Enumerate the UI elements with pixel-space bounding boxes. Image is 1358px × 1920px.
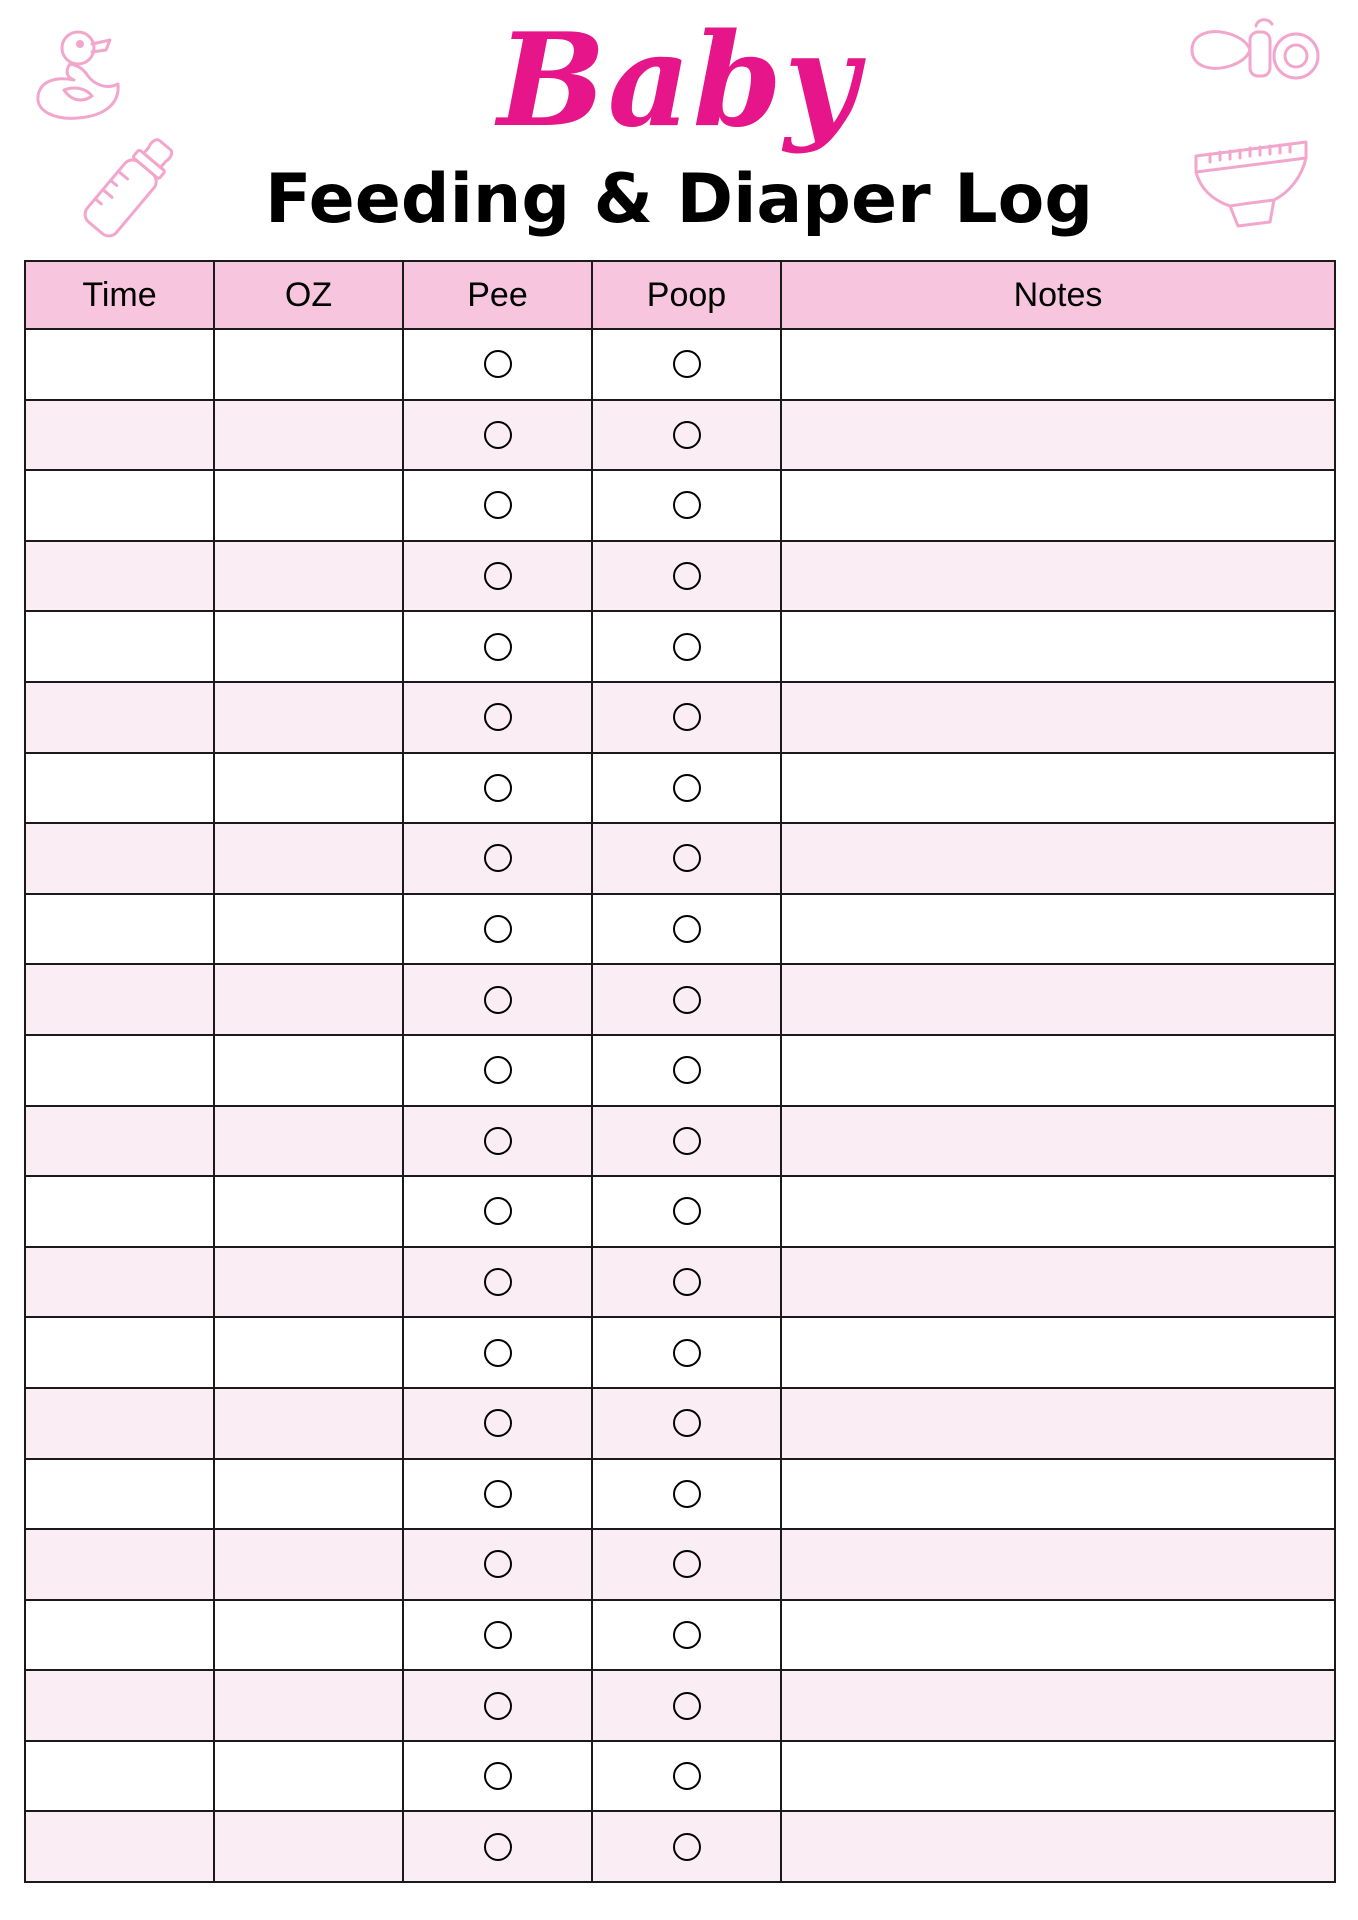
pee-cell bbox=[403, 1247, 592, 1318]
table-row bbox=[25, 1388, 1335, 1459]
pee-checkbox[interactable] bbox=[484, 774, 512, 802]
oz-cell[interactable] bbox=[214, 1176, 403, 1247]
poop-cell bbox=[592, 329, 781, 400]
notes-cell[interactable] bbox=[781, 682, 1335, 753]
table-row bbox=[25, 1529, 1335, 1600]
table-row bbox=[25, 964, 1335, 1035]
oz-cell[interactable] bbox=[214, 1317, 403, 1388]
notes-cell[interactable] bbox=[781, 823, 1335, 894]
poop-checkbox[interactable] bbox=[673, 1550, 701, 1578]
time-cell[interactable] bbox=[25, 611, 214, 682]
column-header-oz: OZ bbox=[214, 261, 403, 329]
pee-cell bbox=[403, 400, 592, 471]
log-table bbox=[24, 260, 1336, 1883]
notes-cell[interactable] bbox=[781, 1670, 1335, 1741]
poop-checkbox[interactable] bbox=[673, 491, 701, 519]
table-row bbox=[25, 611, 1335, 682]
pee-cell bbox=[403, 329, 592, 400]
poop-checkbox[interactable] bbox=[673, 562, 701, 590]
notes-cell[interactable] bbox=[781, 400, 1335, 471]
table-row bbox=[25, 1670, 1335, 1741]
time-cell[interactable] bbox=[25, 1670, 214, 1741]
poop-cell bbox=[592, 1670, 781, 1741]
pee-checkbox[interactable] bbox=[484, 350, 512, 378]
oz-cell[interactable] bbox=[214, 1035, 403, 1106]
pee-cell bbox=[403, 541, 592, 612]
title-script: Baby bbox=[497, 6, 861, 156]
oz-cell[interactable] bbox=[214, 964, 403, 1035]
poop-checkbox[interactable] bbox=[673, 1762, 701, 1790]
pee-cell bbox=[403, 1459, 592, 1530]
notes-cell[interactable] bbox=[781, 541, 1335, 612]
oz-cell[interactable] bbox=[214, 1459, 403, 1530]
time-cell[interactable] bbox=[25, 894, 214, 965]
pee-cell bbox=[403, 682, 592, 753]
oz-cell[interactable] bbox=[214, 823, 403, 894]
notes-cell[interactable] bbox=[781, 1811, 1335, 1882]
table-row bbox=[25, 1600, 1335, 1671]
poop-checkbox[interactable] bbox=[673, 915, 701, 943]
table-row bbox=[25, 1106, 1335, 1177]
pee-cell bbox=[403, 753, 592, 824]
pee-cell bbox=[403, 1106, 592, 1177]
time-cell[interactable] bbox=[25, 1247, 214, 1318]
notes-cell[interactable] bbox=[781, 1459, 1335, 1530]
table-row bbox=[25, 894, 1335, 965]
poop-cell bbox=[592, 682, 781, 753]
oz-cell[interactable] bbox=[214, 682, 403, 753]
pee-checkbox[interactable] bbox=[484, 562, 512, 590]
poop-cell bbox=[592, 1176, 781, 1247]
notes-cell[interactable] bbox=[781, 1317, 1335, 1388]
pee-checkbox[interactable] bbox=[484, 1550, 512, 1578]
time-cell[interactable] bbox=[25, 329, 214, 400]
pee-checkbox[interactable] bbox=[484, 1268, 512, 1296]
time-cell[interactable] bbox=[25, 541, 214, 612]
pee-cell bbox=[403, 823, 592, 894]
time-cell[interactable] bbox=[25, 1529, 214, 1600]
column-header-pee: Pee bbox=[403, 261, 592, 329]
poop-cell bbox=[592, 1317, 781, 1388]
table-row bbox=[25, 1317, 1335, 1388]
pee-checkbox[interactable] bbox=[484, 1409, 512, 1437]
poop-checkbox[interactable] bbox=[673, 1480, 701, 1508]
pee-checkbox[interactable] bbox=[484, 1056, 512, 1084]
time-cell[interactable] bbox=[25, 753, 214, 824]
poop-cell bbox=[592, 823, 781, 894]
time-cell[interactable] bbox=[25, 1106, 214, 1177]
notes-cell[interactable] bbox=[781, 1035, 1335, 1106]
time-cell[interactable] bbox=[25, 823, 214, 894]
pee-cell bbox=[403, 1741, 592, 1812]
page-header bbox=[0, 0, 1358, 260]
table-row bbox=[25, 1247, 1335, 1318]
pee-cell bbox=[403, 1388, 592, 1459]
oz-cell[interactable] bbox=[214, 1529, 403, 1600]
pee-checkbox[interactable] bbox=[484, 1480, 512, 1508]
time-cell[interactable] bbox=[25, 1176, 214, 1247]
oz-cell[interactable] bbox=[214, 400, 403, 471]
poop-checkbox[interactable] bbox=[673, 1621, 701, 1649]
poop-checkbox[interactable] bbox=[673, 703, 701, 731]
pee-cell bbox=[403, 894, 592, 965]
poop-checkbox[interactable] bbox=[673, 1197, 701, 1225]
poop-cell bbox=[592, 611, 781, 682]
time-cell[interactable] bbox=[25, 1317, 214, 1388]
notes-cell[interactable] bbox=[781, 1600, 1335, 1671]
oz-cell[interactable] bbox=[214, 1106, 403, 1177]
poop-cell bbox=[592, 1035, 781, 1106]
pee-checkbox[interactable] bbox=[484, 1692, 512, 1720]
pee-checkbox[interactable] bbox=[484, 1833, 512, 1861]
poop-cell bbox=[592, 470, 781, 541]
pee-cell bbox=[403, 1600, 592, 1671]
poop-checkbox[interactable] bbox=[673, 1268, 701, 1296]
notes-cell[interactable] bbox=[781, 1741, 1335, 1812]
table-row bbox=[25, 541, 1335, 612]
log-body bbox=[25, 329, 1335, 1882]
poop-cell bbox=[592, 1600, 781, 1671]
pee-checkbox[interactable] bbox=[484, 915, 512, 943]
time-cell[interactable] bbox=[25, 400, 214, 471]
poop-cell bbox=[592, 1459, 781, 1530]
pee-checkbox[interactable] bbox=[484, 421, 512, 449]
poop-cell bbox=[592, 541, 781, 612]
oz-cell[interactable] bbox=[214, 611, 403, 682]
oz-cell[interactable] bbox=[214, 541, 403, 612]
pee-cell bbox=[403, 964, 592, 1035]
time-cell[interactable] bbox=[25, 1741, 214, 1812]
notes-cell[interactable] bbox=[781, 894, 1335, 965]
oz-cell[interactable] bbox=[214, 1388, 403, 1459]
notes-cell[interactable] bbox=[781, 1106, 1335, 1177]
pee-checkbox[interactable] bbox=[484, 703, 512, 731]
table-row bbox=[25, 1459, 1335, 1530]
poop-checkbox[interactable] bbox=[673, 421, 701, 449]
poop-cell bbox=[592, 1741, 781, 1812]
oz-cell[interactable] bbox=[214, 1670, 403, 1741]
oz-cell[interactable] bbox=[214, 1811, 403, 1882]
poop-checkbox[interactable] bbox=[673, 1339, 701, 1367]
time-cell[interactable] bbox=[25, 1388, 214, 1459]
notes-cell[interactable] bbox=[781, 329, 1335, 400]
poop-checkbox[interactable] bbox=[673, 1409, 701, 1437]
notes-cell[interactable] bbox=[781, 1247, 1335, 1318]
table-row bbox=[25, 823, 1335, 894]
table-row bbox=[25, 470, 1335, 541]
poop-checkbox[interactable] bbox=[673, 1127, 701, 1155]
notes-cell[interactable] bbox=[781, 1176, 1335, 1247]
poop-cell bbox=[592, 1811, 781, 1882]
time-cell[interactable] bbox=[25, 964, 214, 1035]
table-row bbox=[25, 682, 1335, 753]
pee-cell bbox=[403, 1317, 592, 1388]
pee-checkbox[interactable] bbox=[484, 491, 512, 519]
pee-cell bbox=[403, 1529, 592, 1600]
poop-checkbox[interactable] bbox=[673, 350, 701, 378]
poop-checkbox[interactable] bbox=[673, 1056, 701, 1084]
poop-cell bbox=[592, 1106, 781, 1177]
table-row bbox=[25, 1035, 1335, 1106]
column-header-poop: Poop bbox=[592, 261, 781, 329]
poop-cell bbox=[592, 964, 781, 1035]
time-cell[interactable] bbox=[25, 1811, 214, 1882]
oz-cell[interactable] bbox=[214, 329, 403, 400]
pee-cell bbox=[403, 1176, 592, 1247]
notes-cell[interactable] bbox=[781, 964, 1335, 1035]
pee-checkbox[interactable] bbox=[484, 1197, 512, 1225]
poop-cell bbox=[592, 753, 781, 824]
poop-checkbox[interactable] bbox=[673, 633, 701, 661]
time-cell[interactable] bbox=[25, 470, 214, 541]
pee-cell bbox=[403, 1811, 592, 1882]
table-row bbox=[25, 1176, 1335, 1247]
time-cell[interactable] bbox=[25, 1459, 214, 1530]
oz-cell[interactable] bbox=[214, 1600, 403, 1671]
pee-cell bbox=[403, 470, 592, 541]
pee-checkbox[interactable] bbox=[484, 1127, 512, 1155]
pee-checkbox[interactable] bbox=[484, 1621, 512, 1649]
page-title: Feeding & Diaper Log bbox=[264, 160, 1094, 239]
notes-cell[interactable] bbox=[781, 1529, 1335, 1600]
pee-cell bbox=[403, 1035, 592, 1106]
poop-checkbox[interactable] bbox=[673, 986, 701, 1014]
pee-checkbox[interactable] bbox=[484, 1339, 512, 1367]
pee-checkbox[interactable] bbox=[484, 1762, 512, 1790]
poop-checkbox[interactable] bbox=[673, 1833, 701, 1861]
poop-cell bbox=[592, 400, 781, 471]
poop-checkbox[interactable] bbox=[673, 844, 701, 872]
notes-cell[interactable] bbox=[781, 611, 1335, 682]
table-row bbox=[25, 329, 1335, 400]
poop-cell bbox=[592, 1388, 781, 1459]
time-cell[interactable] bbox=[25, 682, 214, 753]
table-row bbox=[25, 753, 1335, 824]
pee-checkbox[interactable] bbox=[484, 986, 512, 1014]
column-header-notes: Notes bbox=[781, 261, 1335, 329]
poop-checkbox[interactable] bbox=[673, 1692, 701, 1720]
oz-cell[interactable] bbox=[214, 894, 403, 965]
notes-cell[interactable] bbox=[781, 470, 1335, 541]
poop-cell bbox=[592, 894, 781, 965]
poop-cell bbox=[592, 1529, 781, 1600]
time-cell[interactable] bbox=[25, 1035, 214, 1106]
column-header-time: Time bbox=[25, 261, 214, 329]
table-row bbox=[25, 400, 1335, 471]
table-row bbox=[25, 1811, 1335, 1882]
header-row bbox=[25, 261, 1335, 329]
pee-cell bbox=[403, 1670, 592, 1741]
time-cell[interactable] bbox=[25, 1600, 214, 1671]
notes-cell[interactable] bbox=[781, 753, 1335, 824]
oz-cell[interactable] bbox=[214, 470, 403, 541]
pee-cell bbox=[403, 611, 592, 682]
poop-checkbox[interactable] bbox=[673, 774, 701, 802]
oz-cell[interactable] bbox=[214, 1247, 403, 1318]
pee-checkbox[interactable] bbox=[484, 844, 512, 872]
table-row bbox=[25, 1741, 1335, 1812]
poop-cell bbox=[592, 1247, 781, 1318]
oz-cell[interactable] bbox=[214, 1741, 403, 1812]
pee-checkbox[interactable] bbox=[484, 633, 512, 661]
oz-cell[interactable] bbox=[214, 753, 403, 824]
notes-cell[interactable] bbox=[781, 1388, 1335, 1459]
